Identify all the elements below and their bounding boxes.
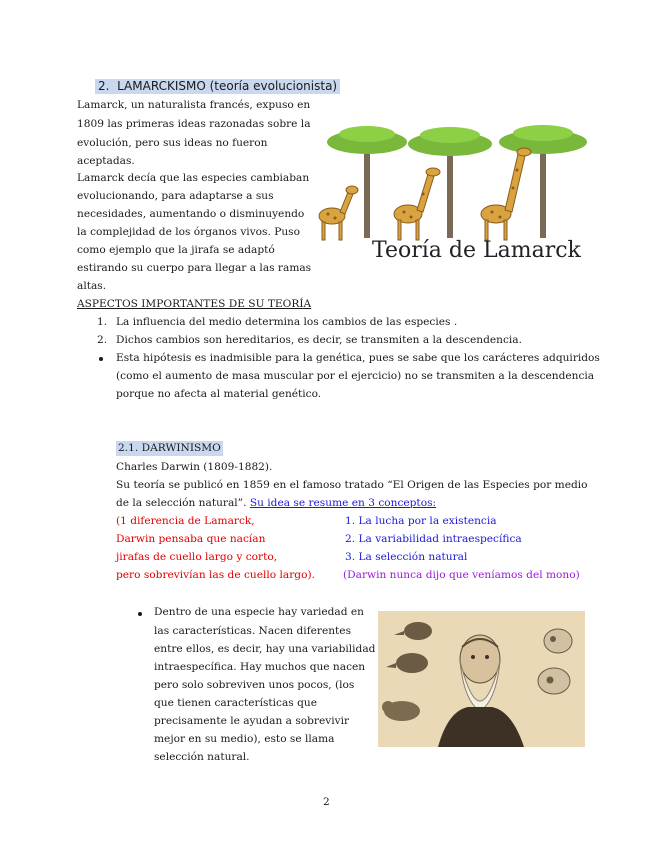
bullet-line: selección natural. [154,751,250,763]
red-note-line: (1 diferencia de Lamarck, [116,515,255,527]
paragraph-line: evolución, pero sus ideas no fueron [77,137,268,149]
section-1-title: LAMARCKISMO (teoría evolucionista) [117,79,338,93]
bullet-line: pero solo sobreviven unos pocos, (los [154,679,355,691]
bullet-dot [138,612,142,616]
section-1-number: 2. [98,79,110,93]
bullet-dot [99,357,103,361]
paragraph-line: altas. [77,280,107,292]
paragraph-line: Lamarck, un naturalista francés, expuso en [77,99,311,111]
paragraph-line: estirando su cuerpo para llegar a las ramas [77,262,312,274]
darwin-text-line: Su teoría se publicó en 1859 en el famoso tratado “El Origen de las Especies por medio [116,479,588,491]
aspects-heading: ASPECTOS IMPORTANTES DE SU TEORÍA [77,298,312,310]
paragraph-line: como ejemplo que la jirafa se adaptó [77,244,275,256]
bullet-line: entre ellos, es decir, hay una variabilidad [154,643,376,655]
paragraph-line: evolucionando, para adaptarse a sus [77,190,274,202]
darwin-engraving-illustration [378,611,585,747]
giraffe-short-neck [319,186,358,240]
concept-item: 3. La selección natural [345,551,468,563]
paragraph-line: 1809 las primeras ideas razonadas sobre la [77,118,311,130]
list-item: La influencia del medio determina los cambios de las especies . [116,316,458,328]
red-note-line: pero sobrevivían las de cuello largo). [116,569,315,581]
bullet-line: (como el aumento de masa muscular por el ejercicio) no se transmiten a la descendencia [116,370,595,382]
section-1-heading [95,79,340,94]
giraffe-long-neck [481,148,531,240]
bullet-line: que tienen características que [154,697,317,709]
tree [408,127,492,238]
list-marker: 1. [97,316,108,328]
paragraph-line: la complejidad de los órganos vivos. Puso [77,226,300,238]
paragraph-line: necesidades, aumentando o disminuyendo [77,208,305,220]
concept-item: 1. La lucha por la existencia [345,515,497,527]
bullet-line: Dentro de una especie hay variedad en [154,606,364,618]
bullet-line: Esta hipótesis es inadmisible para la genética, pues se sabe que los carácteres adquiridos [116,352,600,364]
paragraph-line: aceptadas. [77,155,135,167]
red-note-line: jirafas de cuello largo y corto, [116,551,278,563]
section-2-heading: 2.1. DARWINISMO [118,442,221,454]
bullet-line: porque no afecta al material genético. [116,388,322,400]
darwin-monkey-note: (Darwin nunca dijo que veníamos del mono) [343,569,580,581]
lamarck-image-caption: Teoría de Lamarck [372,238,581,263]
concepts-link[interactable]: Su idea se resume en 3 conceptos: [249,497,437,509]
bullet-line: precisamente le ayudan a sobrevivir [154,715,350,727]
darwin-text-plain: de la selección natural”. [116,497,250,509]
bullet-line: intraespecífica. Hay muchos que nacen [154,661,366,673]
red-note-line: Darwin pensaba que nacían [116,533,266,545]
paragraph-line: Lamarck decía que las especies cambiaban [77,172,310,184]
giraffe-medium-neck [394,168,440,240]
page-number: 2 [323,796,330,808]
lamarck-giraffe-image [310,118,600,276]
darwin-author-line: Charles Darwin (1809-1882). [116,461,273,473]
list-marker: 2. [97,334,108,346]
list-item: Dichos cambios son hereditarios, es decir, se transmiten a la descendencia. [116,334,522,346]
bullet-line: mejor en su medio), esto se llama [154,733,335,745]
bullet-line: las características. Nacen diferentes [154,625,352,637]
darwin-text-line-2 [116,496,436,511]
darwin-portrait-image [378,611,585,747]
concept-item: 2. La variabilidad intraespecífica [345,533,522,545]
